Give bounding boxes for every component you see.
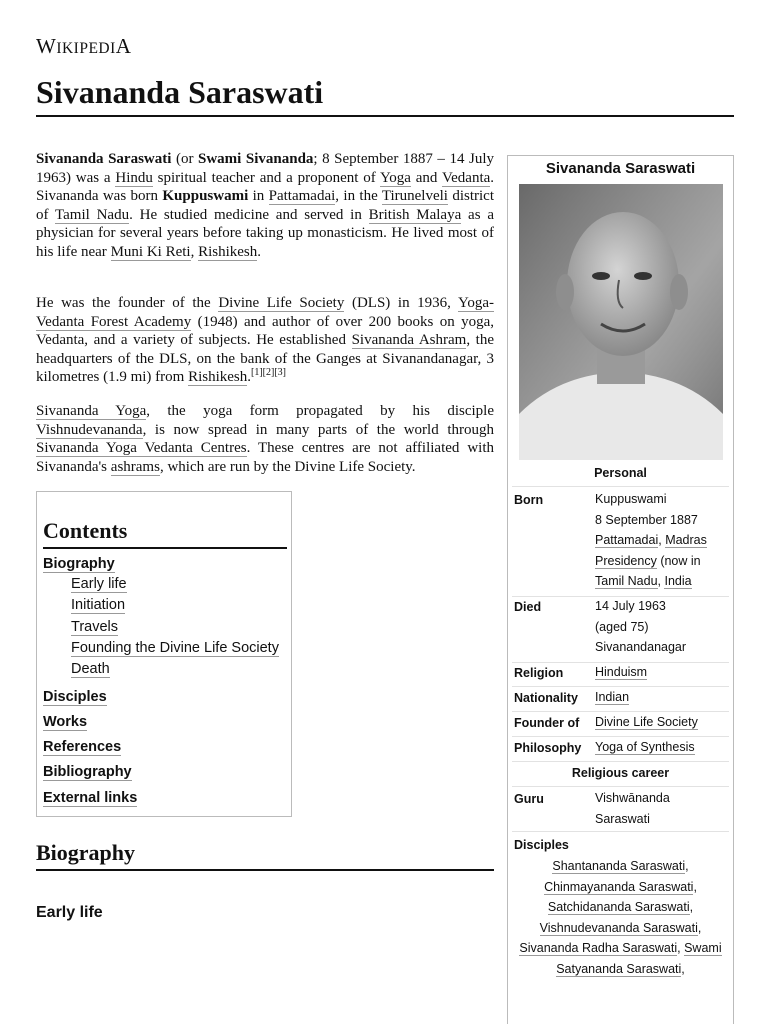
link-yoga-vedanta-forest-academy[interactable]: Yoga-Vedanta Forest Academy bbox=[36, 295, 494, 330]
infobox-value-philosophy bbox=[595, 737, 695, 758]
infobox-line bbox=[595, 510, 707, 531]
text-run: He was the founder of the bbox=[36, 295, 219, 311]
link-rishikesh[interactable]: Rishikesh bbox=[198, 243, 258, 260]
link-indian[interactable]: Indian bbox=[595, 690, 630, 704]
text-run: . These centres are not affiliated with Sivananda's bbox=[36, 440, 494, 475]
link-pattamadai[interactable]: Pattamadai bbox=[268, 188, 336, 204]
infobox-value-religion bbox=[595, 662, 647, 683]
text-run: Vishwānanda bbox=[595, 791, 670, 805]
link-chinmayananda-saraswati[interactable]: Chinmayananda Saraswati bbox=[544, 879, 694, 894]
infobox-line bbox=[595, 530, 707, 551]
text-run: spiritual teacher and a proponent of bbox=[152, 169, 380, 186]
infobox-line bbox=[595, 617, 686, 638]
link-madras[interactable]: Madras bbox=[665, 533, 707, 547]
link-india[interactable]: India bbox=[664, 574, 692, 588]
infobox-line bbox=[595, 571, 707, 592]
wordmark-part: W bbox=[36, 34, 57, 58]
toc-item-early-life[interactable]: Early life bbox=[71, 576, 127, 592]
link-yoga[interactable]: Yoga bbox=[379, 169, 411, 186]
toc-item-bibliography[interactable]: Bibliography bbox=[43, 764, 132, 780]
text-run: , bbox=[190, 243, 199, 260]
intro-paragraph-2 bbox=[36, 294, 494, 387]
text-run: , the headquarters of the DLS, on the bank of the Ganges at Sivanandanagar, 3 kilometres (1.9 mi) from bbox=[36, 332, 494, 385]
text-run: . bbox=[257, 243, 262, 260]
text-run: in bbox=[248, 188, 269, 204]
link-yoga-of-synthesis[interactable]: Yoga of Synthesis bbox=[595, 740, 695, 754]
infobox-label-disciples: Disciples bbox=[514, 838, 569, 852]
text-run: , bbox=[677, 941, 685, 955]
toc-item-external-links[interactable]: External links bbox=[43, 790, 138, 806]
link-shantananda-saraswati[interactable]: Shantananda Saraswati bbox=[552, 859, 686, 873]
infobox-section-personal: Personal bbox=[594, 466, 647, 480]
infobox-label-philosophy: Philosophy bbox=[514, 741, 582, 755]
section-divider bbox=[36, 869, 494, 871]
intro-paragraph-3 bbox=[36, 402, 494, 476]
link-muni-ki-reti[interactable]: Muni Ki Reti bbox=[110, 243, 191, 260]
intro-paragraph-1 bbox=[36, 150, 494, 261]
infobox-divider bbox=[512, 486, 729, 487]
text-run: and bbox=[410, 169, 442, 186]
text-run: (DLS) in 1936, bbox=[344, 295, 458, 311]
text-run: , bbox=[657, 574, 665, 588]
infobox-line bbox=[508, 938, 733, 959]
infobox-label-nationality: Nationality bbox=[514, 691, 578, 705]
toc-item-death[interactable]: Death bbox=[71, 661, 110, 677]
table-of-contents bbox=[36, 491, 292, 817]
text-run: . He studied medicine and served in bbox=[129, 206, 369, 223]
infobox-line bbox=[595, 489, 707, 510]
link-hinduism[interactable]: Hinduism bbox=[595, 665, 648, 679]
text-run: , which are run by the Divine Life Society. bbox=[159, 458, 416, 475]
infobox-label-religion: Religion bbox=[514, 666, 564, 680]
toc-item-initiation[interactable]: Initiation bbox=[71, 597, 126, 613]
portrait-illustration bbox=[519, 184, 723, 460]
infobox-line bbox=[595, 551, 707, 572]
link-divine-life-society[interactable]: Divine Life Society bbox=[218, 295, 345, 311]
bold-term: Sivananda Saraswati bbox=[36, 151, 172, 167]
link-sivananda-yoga-vedanta-centres[interactable]: Sivananda Yoga Vedanta Centres bbox=[36, 440, 247, 456]
subsection-heading-early-life: Early life bbox=[36, 904, 103, 921]
infobox-divider bbox=[512, 786, 729, 787]
toc-item-works[interactable]: Works bbox=[43, 714, 88, 730]
toc-item-disciples[interactable]: Disciples bbox=[43, 689, 107, 705]
text-run: , bbox=[681, 961, 685, 976]
infobox-title: Sivananda Saraswati bbox=[545, 160, 696, 177]
link-divine-life-society[interactable]: Divine Life Society bbox=[595, 715, 698, 729]
link-vishnudevananda[interactable]: Vishnudevananda bbox=[36, 421, 143, 438]
infobox-divider bbox=[512, 761, 729, 762]
toc-title: Contents bbox=[43, 518, 128, 543]
infobox-value-founder bbox=[595, 712, 698, 733]
infobox-value-guru bbox=[595, 788, 670, 829]
text-run: Kuppuswami bbox=[595, 492, 667, 506]
link-tamil-nadu[interactable]: Tamil Nadu bbox=[595, 574, 658, 588]
infobox-section-religious-career: Religious career bbox=[571, 766, 670, 780]
link-rishikesh[interactable]: Rishikesh bbox=[188, 369, 248, 385]
citation-refs[interactable]: [1][2][3] bbox=[251, 367, 286, 378]
infobox-line bbox=[508, 918, 733, 939]
link-hindu[interactable]: Hindu bbox=[115, 169, 153, 186]
infobox-label-born: Born bbox=[514, 493, 544, 507]
link-satchidananda-saraswati[interactable]: Satchidananda Saraswati bbox=[547, 900, 690, 914]
text-run: , in the bbox=[335, 188, 382, 204]
text-run: , the yoga form propagated by his disciple bbox=[146, 403, 494, 419]
link-presidency[interactable]: Presidency bbox=[595, 553, 657, 568]
text-run: , bbox=[697, 920, 702, 935]
infobox-value-died bbox=[595, 596, 686, 658]
bold-term: Swami Sivananda bbox=[198, 151, 314, 167]
link-vedanta[interactable]: Vedanta bbox=[441, 169, 491, 186]
toc-item-travels[interactable]: Travels bbox=[71, 619, 118, 635]
toc-divider bbox=[43, 547, 287, 549]
text-run: , bbox=[689, 900, 694, 914]
link-ashrams[interactable]: ashrams bbox=[110, 458, 160, 475]
wordmark-part: IKIPEDI bbox=[56, 40, 116, 57]
text-run: (1948) and author of over 200 books on yoga, Vedanta, and a variety of subjects. He established bbox=[36, 313, 494, 348]
text-run: district of bbox=[36, 188, 494, 223]
link-british-malaya[interactable]: British Malaya bbox=[368, 206, 462, 223]
infobox-line bbox=[508, 877, 733, 898]
infobox-line bbox=[595, 788, 670, 809]
link-sivananda-radha-saraswati[interactable]: Sivananda Radha Saraswati bbox=[519, 941, 678, 955]
link-vishnudevananda-saraswati[interactable]: Vishnudevananda Saraswati bbox=[539, 920, 698, 935]
wikipedia-wordmark[interactable] bbox=[36, 34, 131, 59]
text-run: , bbox=[685, 859, 689, 873]
link-sivananda-ashram[interactable]: Sivananda Ashram bbox=[351, 332, 467, 348]
infobox-value-born bbox=[595, 489, 707, 592]
text-run: 8 September 1887 bbox=[595, 512, 698, 527]
text-run: (now in bbox=[656, 553, 701, 568]
toc-item-founding[interactable]: Founding the Divine Life Society bbox=[71, 640, 279, 656]
infobox-line bbox=[508, 897, 733, 918]
text-run: 14 July 1963 bbox=[595, 599, 666, 613]
wordmark-part: A bbox=[115, 34, 132, 58]
text-run: (or bbox=[171, 151, 198, 167]
text-run: , bbox=[693, 879, 697, 894]
title-divider bbox=[36, 115, 734, 117]
infobox-line bbox=[595, 596, 686, 617]
infobox-value-disciples bbox=[508, 856, 733, 979]
infobox-line bbox=[508, 856, 733, 877]
infobox-label-founder: Founder of bbox=[514, 716, 580, 730]
infobox-line bbox=[595, 637, 686, 658]
section-heading-biography: Biography bbox=[36, 840, 136, 865]
text-run: , is now spread in many parts of the world through bbox=[142, 421, 494, 438]
link-tamil-nadu[interactable]: Tamil Nadu bbox=[55, 206, 130, 223]
text-run: . bbox=[247, 369, 251, 385]
text-run: (aged 75) bbox=[595, 619, 649, 634]
page-title: Sivananda Saraswati bbox=[36, 74, 324, 110]
link-sivananda-yoga[interactable]: Sivananda Yoga bbox=[36, 403, 147, 419]
infobox-label-died: Died bbox=[514, 600, 542, 614]
text-run: , bbox=[658, 533, 666, 547]
toc-item-biography[interactable]: Biography bbox=[43, 556, 115, 572]
bold-term: Kuppuswami bbox=[162, 188, 249, 204]
infobox bbox=[507, 155, 734, 1024]
link-swami[interactable]: Swami bbox=[684, 941, 722, 955]
text-run: Saraswati bbox=[595, 811, 650, 826]
text-run: . Sivananda was born bbox=[36, 169, 495, 204]
infobox-divider bbox=[512, 831, 729, 832]
infobox-value-nationality bbox=[595, 687, 629, 708]
link-pattamadai[interactable]: Pattamadai bbox=[595, 533, 659, 547]
infobox-line bbox=[508, 959, 733, 980]
infobox-line bbox=[595, 809, 670, 830]
link-satyananda-saraswati[interactable]: Satyananda Saraswati bbox=[556, 961, 682, 976]
link-tirunelveli[interactable]: Tirunelveli bbox=[381, 188, 448, 204]
text-run: as a physician for several years before taking up monasticism. He lived most of his life near bbox=[36, 206, 494, 260]
text-run: Sivanandanagar bbox=[595, 640, 687, 654]
infobox-label-guru: Guru bbox=[514, 792, 544, 806]
text-run: ; 8 September 1887 – 14 July 1963) was a bbox=[36, 151, 494, 186]
toc-item-references[interactable]: References bbox=[43, 739, 122, 755]
portrait-image[interactable] bbox=[519, 184, 723, 460]
